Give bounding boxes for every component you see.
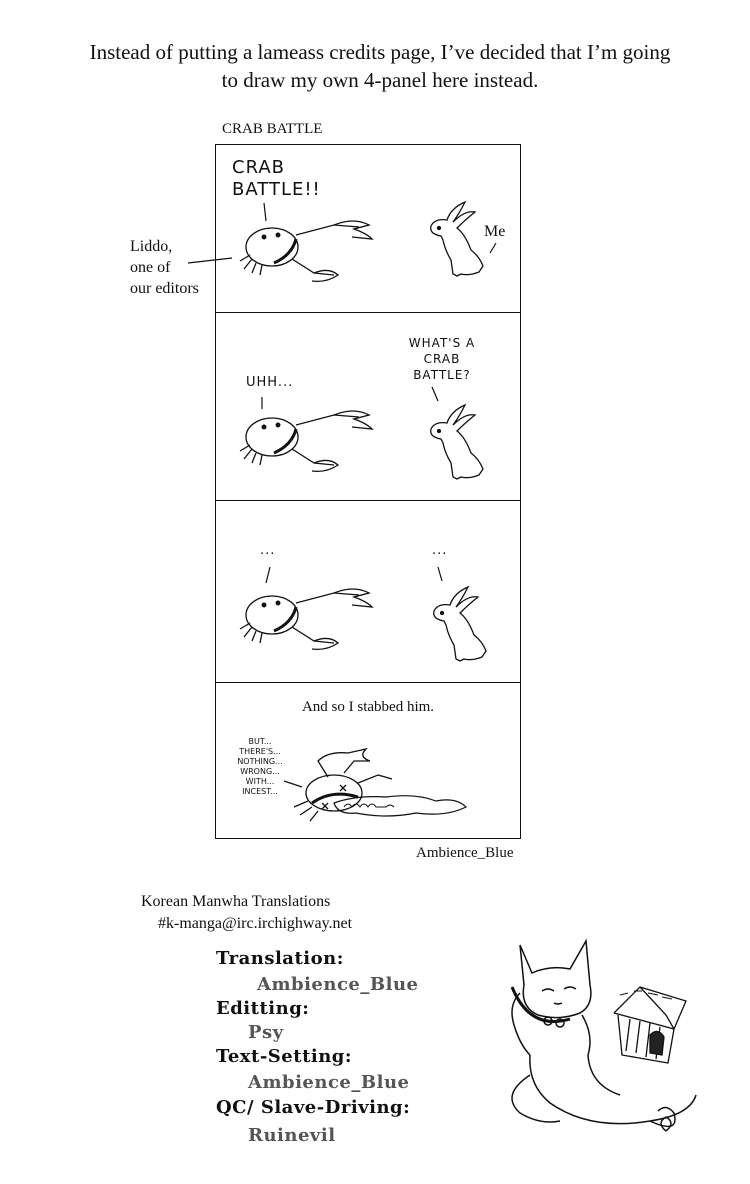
rabbit-speech-line-2: CRAB	[423, 352, 461, 366]
dying-crab-line-2: THERE'S...	[239, 747, 281, 756]
panel-2-art	[216, 313, 520, 501]
side-note-line-3: our editors	[130, 280, 199, 297]
intro-text	[40, 38, 720, 94]
crab-speech: UHH...	[246, 375, 294, 390]
crab-speech-line-1: CRAB	[232, 157, 286, 178]
panel-1-art	[216, 145, 520, 313]
crab-speech-line-2: BATTLE!!	[232, 179, 321, 200]
me-label: Me	[484, 223, 506, 240]
group-name: Korean Manwha Translations	[141, 893, 331, 910]
dying-crab-line-5: WITH...	[245, 777, 275, 786]
crab-icon	[294, 749, 392, 821]
credit-role-qc: QC/ Slave-Driving:	[216, 1097, 411, 1118]
group-channel: #k-manga@irc.irchighway.net	[158, 915, 353, 932]
intro-line-1: Instead of putting a lameass credits page, I’ve decided that I’m going	[89, 40, 671, 64]
rabbit-speech-line-1: WHAT'S A	[408, 336, 476, 350]
crab-icon	[240, 411, 372, 471]
rabbit-icon	[431, 405, 483, 479]
comic-signature: Ambience_Blue	[416, 845, 514, 861]
comic-title: CRAB BATTLE	[222, 121, 323, 137]
rabbit-icon	[431, 202, 483, 276]
dying-crab-line-1: BUT...	[248, 737, 272, 746]
credit-name-translation: Ambience_Blue	[257, 974, 419, 995]
rabbit-speech: ...	[432, 543, 448, 558]
crab-icon	[240, 589, 372, 649]
dying-crab-line-3: NOTHING...	[237, 757, 283, 766]
comic-strip	[215, 144, 521, 839]
doghouse-icon	[614, 987, 686, 1063]
panel-3-art	[216, 501, 520, 683]
comic-panel-1	[216, 145, 520, 313]
rabbit-speech-line-3: BATTLE?	[413, 368, 471, 382]
panel-4-art	[216, 683, 520, 838]
rabbit-icon	[434, 587, 486, 661]
comic-panel-3	[216, 501, 520, 683]
credit-name-typesetting: Ambience_Blue	[248, 1072, 410, 1093]
panel-4-caption: And so I stabbed him.	[301, 699, 435, 715]
dying-crab-line-4: WRONG...	[240, 767, 280, 776]
wolf-mascot-icon	[490, 935, 730, 1150]
dying-crab-line-6: INCEST...	[242, 787, 278, 796]
crab-icon	[240, 221, 372, 281]
side-note-line-1: Liddo,	[130, 238, 173, 255]
credit-name-qc: Ruinevil	[248, 1125, 336, 1146]
credit-name-editing: Psy	[248, 1022, 284, 1043]
comic-panel-2	[216, 313, 520, 501]
credit-role-editing: Editting:	[216, 998, 310, 1019]
comic-panel-4	[216, 683, 520, 838]
crab-speech: ...	[260, 543, 276, 558]
side-note-line-2: one of	[130, 259, 171, 276]
credit-role-typesetting: Text-Setting:	[216, 1046, 353, 1067]
intro-line-2: to draw my own 4-panel here instead.	[221, 68, 539, 92]
credit-role-translation: Translation:	[216, 948, 344, 969]
